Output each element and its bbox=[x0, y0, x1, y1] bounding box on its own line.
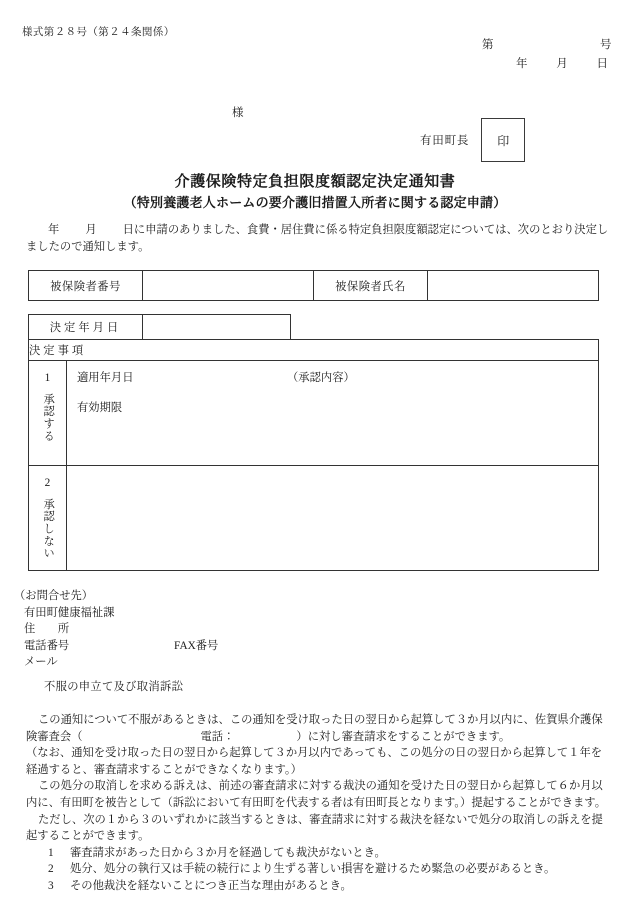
contact-heading: （お問合せ先） bbox=[14, 590, 94, 602]
decision-date-spacer bbox=[291, 315, 599, 340]
contact-mail-label: メール bbox=[24, 656, 58, 668]
approve-label: 承認する bbox=[42, 393, 55, 443]
appeal-p1-line1: この通知について不服があるときは、この通知を受け取った日の翌日から起算して３か月以内に、佐賀県介護保 bbox=[38, 714, 603, 726]
document-date-day: 日 bbox=[596, 58, 608, 70]
document-date-line bbox=[516, 55, 608, 71]
decision-row-approve bbox=[29, 361, 599, 466]
contact-fax-label: FAX番号 bbox=[174, 639, 219, 652]
appeal-item-2-text: 処分、処分の執行又は手続の続行により生ずる著しい損害を避けるため緊急の必要があるとき。 bbox=[70, 863, 556, 876]
deny-label: 承認しない bbox=[42, 498, 55, 560]
appeal-paragraph-1 bbox=[26, 712, 618, 729]
insured-number-label: 被保険者番号 bbox=[29, 271, 143, 301]
intro-month: 月 bbox=[85, 224, 97, 236]
deny-content-cell[interactable] bbox=[67, 466, 599, 571]
approve-content-cell[interactable] bbox=[67, 361, 599, 466]
appeal-p1-tel: 電話： bbox=[200, 730, 235, 743]
insured-name-label: 被保険者氏名 bbox=[314, 271, 428, 301]
table-row bbox=[29, 271, 599, 301]
intro-year: 年 bbox=[48, 224, 60, 236]
document-date-year: 年 bbox=[516, 58, 528, 70]
appeal-section-title: 不服の申立て及び取消訴訟 bbox=[44, 681, 184, 693]
insured-person-table bbox=[28, 270, 599, 301]
list-item bbox=[26, 845, 618, 862]
intro-body: 日に申請のありました、食費・居住費に係る特定負担限度額認定については、次のとおり決定し bbox=[122, 224, 609, 236]
appeal-p4-line2: 起することができます。 bbox=[26, 830, 150, 843]
appeal-p1-line2a: 険審査会（ bbox=[26, 730, 83, 743]
document-number-prefix: 第 bbox=[482, 39, 494, 51]
insured-number-value[interactable] bbox=[143, 271, 314, 301]
appeal-paragraph-3 bbox=[26, 778, 618, 795]
appeal-paragraph-1-cont bbox=[26, 729, 618, 746]
seal-box: 印 bbox=[481, 118, 525, 162]
applicable-date-label: 適用年月日 bbox=[77, 372, 134, 384]
appeal-item-1-text: 審査請求があった日から３か月を経過しても裁決がないとき。 bbox=[70, 846, 386, 859]
contact-tel-label: 電話番号 bbox=[24, 639, 70, 652]
decision-date-value[interactable] bbox=[143, 315, 291, 340]
approve-marker-cell[interactable] bbox=[29, 361, 67, 466]
appeal-item-3-text: その他裁決を経ないことにつき正当な理由があるとき。 bbox=[70, 879, 352, 892]
decision-date-label: 決定年月日 bbox=[29, 315, 143, 340]
appeal-item-1-number: 1 bbox=[48, 846, 54, 859]
appeal-p1-line2b: ）に対し審査請求をすることができます。 bbox=[296, 730, 511, 743]
appeal-item-2-number: 2 bbox=[48, 863, 54, 876]
intro-body-line2: ましたので通知します。 bbox=[26, 241, 150, 253]
decision-items-header-row bbox=[29, 340, 599, 361]
form-code: 様式第２８号（第２４条関係） bbox=[22, 27, 175, 38]
document-number-suffix: 号 bbox=[600, 39, 612, 51]
decision-date-row bbox=[29, 315, 599, 340]
appeal-p2-line1: （なお、通知を受け取った日の翌日から起算して３か月以内であっても、この処分の日の翌日から起算して１年を bbox=[26, 747, 603, 760]
appeal-p3-line2: 内に、有田町を被告として（訴訟において有田町を代表する者は有田町長となります。）提起することができます。 bbox=[26, 796, 606, 809]
list-item bbox=[26, 861, 618, 878]
decision-row-deny bbox=[29, 466, 599, 571]
contact-address-label: 住 所 bbox=[24, 623, 70, 635]
page-subtitle: （特別養護老人ホームの要介護旧措置入所者に関する認定申請） bbox=[123, 195, 507, 210]
list-item bbox=[26, 878, 618, 895]
appeal-paragraph-4 bbox=[26, 812, 618, 829]
decision-items-header: 決定事項 bbox=[29, 340, 599, 361]
appeal-paragraph-2-cont bbox=[26, 762, 618, 779]
contact-department: 有田町健康福祉課 bbox=[24, 606, 115, 619]
issuer-block bbox=[420, 118, 525, 162]
appeal-paragraph-3-cont bbox=[26, 795, 618, 812]
appeal-item-3-number: 3 bbox=[48, 879, 54, 892]
contact-tel-fax-row bbox=[14, 638, 218, 655]
document-date-month: 月 bbox=[556, 58, 568, 70]
issuer-name: 有田町長 bbox=[420, 135, 470, 147]
appeal-paragraph-4-cont bbox=[26, 828, 618, 845]
appeal-p2-line2: 経過すると、審査請求することができなくなります。） bbox=[26, 763, 302, 776]
intro-paragraph bbox=[26, 222, 612, 256]
decision-table bbox=[28, 314, 599, 571]
deny-marker-cell[interactable] bbox=[29, 466, 67, 571]
document-number-line bbox=[482, 36, 612, 52]
appeal-section-body bbox=[26, 712, 618, 895]
appeal-p4-line1: ただし、次の１から３のいずれかに該当するときは、審査請求に対する裁決を経ないで処分の取消しの訴えを提 bbox=[38, 813, 603, 826]
approval-content-label: （承認内容） bbox=[287, 372, 355, 384]
deny-number: 2 bbox=[44, 477, 51, 489]
valid-period-label: 有効期限 bbox=[77, 402, 123, 414]
appeal-p3-line1: この処分の取消しを求める訴えは、前述の審査請求に対する裁決の通知を受けた日の翌日から起算して６か月以 bbox=[38, 780, 603, 793]
contact-block bbox=[14, 588, 218, 671]
insured-name-value[interactable] bbox=[428, 271, 599, 301]
page-title: 介護保険特定負担限度額認定決定通知書 bbox=[174, 174, 456, 190]
approve-number: 1 bbox=[44, 372, 51, 384]
addressee-honorific: 様 bbox=[232, 107, 244, 119]
appeal-paragraph-2 bbox=[26, 745, 618, 762]
